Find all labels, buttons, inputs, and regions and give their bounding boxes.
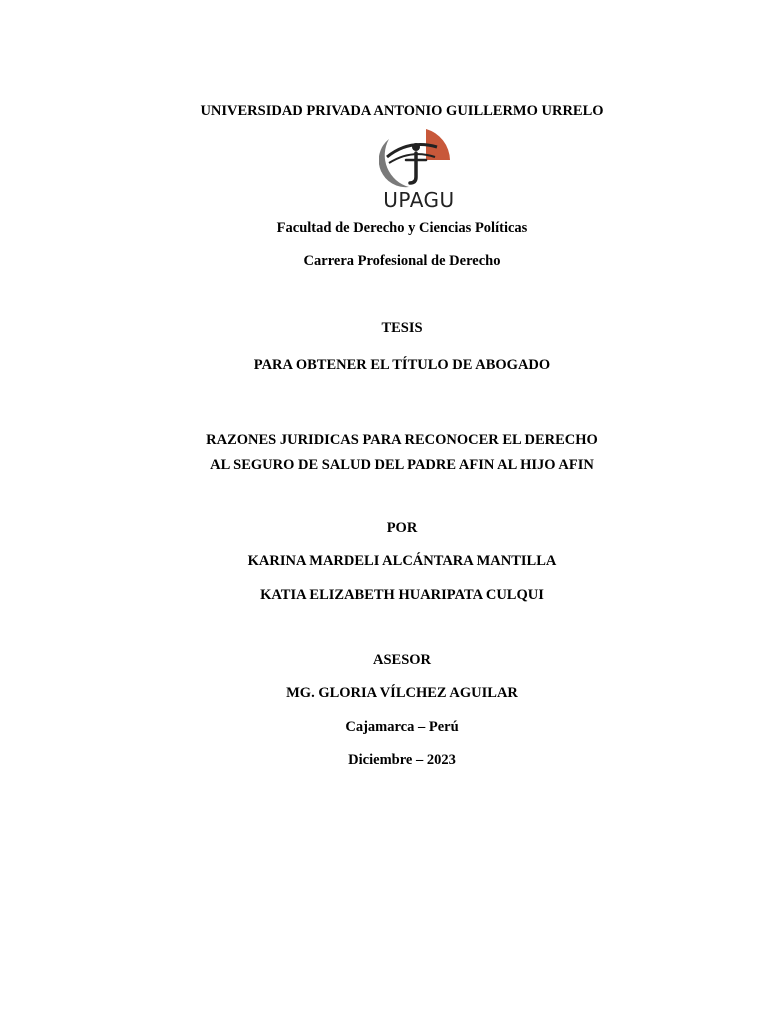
by-label: POR — [386, 520, 418, 536]
date: Diciembre – 2023 — [348, 752, 456, 768]
logo-wordmark: UPAGU — [383, 188, 455, 212]
career-name: Carrera Profesional de Derecho — [303, 253, 501, 269]
thesis-title-line-1: RAZONES JURIDICAS PARA RECONOCER EL DERECHO — [206, 432, 598, 448]
author-1: KARINA MARDELI ALCÁNTARA MANTILLA — [247, 553, 557, 569]
university-name: UNIVERSIDAD PRIVADA ANTONIO GUILLERMO URRELO — [200, 103, 604, 119]
thesis-title-line-2: AL SEGURO DE SALUD DEL PADRE AFIN AL HIJO AFIN — [210, 457, 594, 473]
place: Cajamarca – Perú — [345, 719, 459, 735]
author-2: KATIA ELIZABETH HUARIPATA CULQUI — [260, 587, 544, 603]
logo-figure-body — [410, 153, 416, 183]
thesis-label: TESIS — [381, 320, 423, 336]
advisor-name: MG. GLORIA VÍLCHEZ AGUILAR — [286, 685, 518, 701]
upagu-logo — [379, 127, 459, 213]
faculty-name: Facultad de Derecho y Ciencias Políticas — [276, 220, 528, 236]
logo-figure-head — [412, 143, 420, 151]
degree-line: PARA OBTENER EL TÍTULO DE ABOGADO — [253, 357, 551, 373]
advisor-label: ASESOR — [372, 652, 432, 668]
